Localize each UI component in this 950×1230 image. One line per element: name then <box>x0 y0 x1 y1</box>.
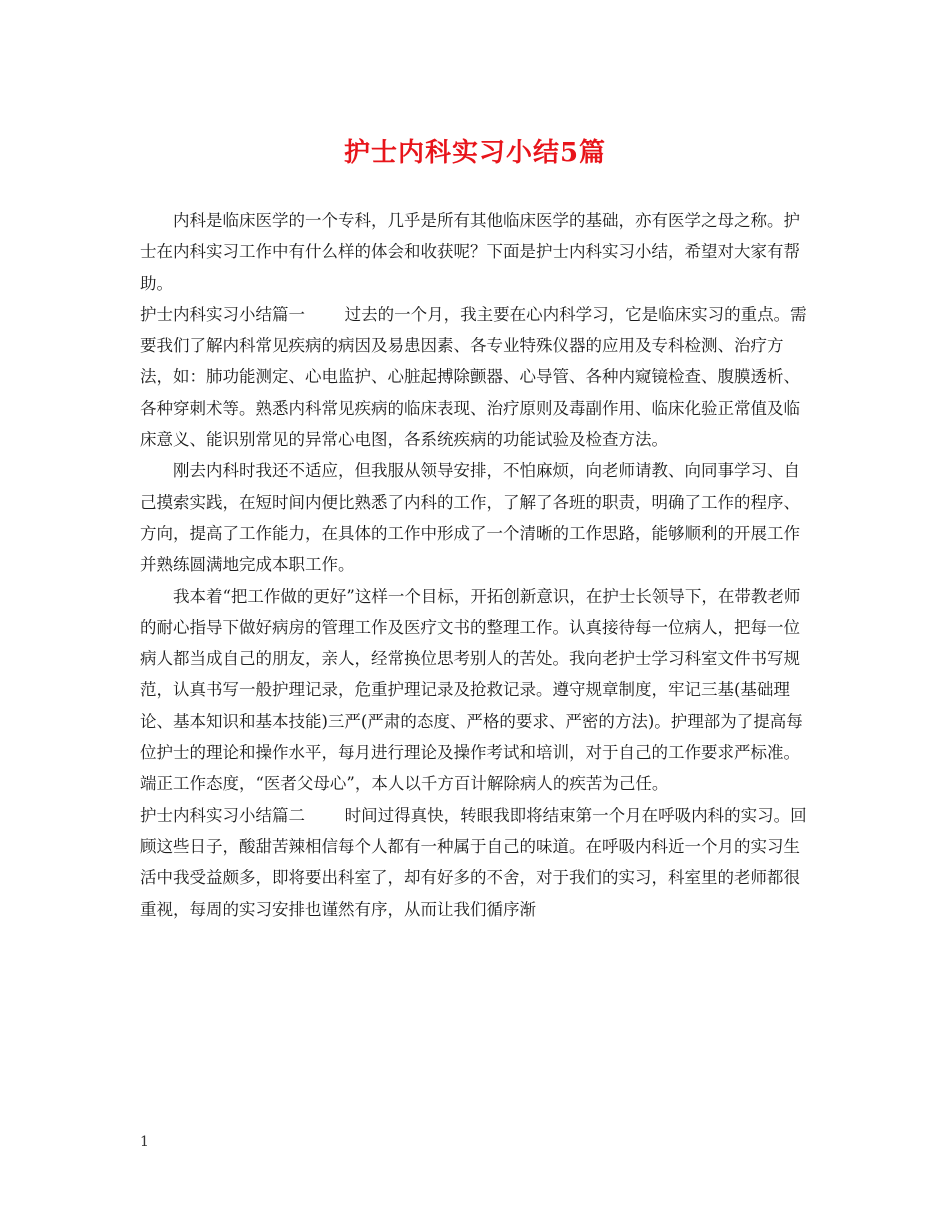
paragraph-2: 刚去内科时我还不适应，但我服从领导安排，不怕麻烦，向老师请教、向同事学习、自己摸索实践，在短时间内便比熟悉了内科的工作，了解了各班的职责，明确了工作的程序、方向，提高了工作能力，在具体的工作中形成了一个清晰的工作思路，能够顺利的开展工作并熟练圆满地完成本职工作。 <box>140 461 800 575</box>
intro-paragraph: 内科是临床医学的一个专科，几乎是所有其他临床医学的基础，亦有医学之母之称。护士在内科实习工作中有什么样的体会和收获呢？下面是护士内科实习小结，希望对大家有帮助。 <box>140 211 800 293</box>
section-1-text: 过去的一个月，我主要在心内科学习，它是临床实习的重点。需要我们了解内科常见疾病的病因及易患因素、各专业特殊仪器的应用及专科检测、治疗方法，如：肺功能测定、心电监护、心脏起搏除颤器、心导管、各种内窥镜检查、腹膜透析、各种穿刺术等。熟悉内科常见疾病的临床表现、治疗原则及毒副作用、临床化验正常值及临床意义、能识别常见的异常心电图，各系统疾病的功能试验及检查方法。 <box>140 304 807 450</box>
document-body <box>140 205 812 925</box>
page-number: 1 <box>140 1134 149 1150</box>
section-1-heading: 护士内科实习小结篇一 <box>140 304 305 324</box>
section-2-heading: 护士内科实习小结篇二 <box>140 805 305 825</box>
section-2-paragraph <box>140 800 812 925</box>
section-1-paragraph <box>140 299 812 455</box>
document-title: 护士内科实习小结5篇 <box>343 138 607 168</box>
paragraph-3: 我本着“把工作做的更好”这样一个目标，开拓创新意识，在护士长领导下，在带教老师的耐心指导下做好病房的管理工作及医疗文书的整理工作。认真接待每一位病人，把每一位病人都当成自己的朋友，亲人，经常换位思考别人的苦处。我向老护士学习科室文件书写规范，认真书写一般护理记录，危重护理记录及抢救记录。遵守规章制度，牢记三基(基础理论、基本知识和基本技能)三严(严肃的态度、严格的要求、严密的方法)。护理部为了提高每位护士的理论和操作水平，每月进行理论及操作考试和培训，对于自己的工作要求严标准。端正工作态度，“医者父母心”，本人以千方百计解除病人的疾苦为己任。 <box>140 586 803 794</box>
section-2-text: 时间过得真快，转眼我即将结束第一个月在呼吸内科的实习。回顾这些日子，酸甜苦辣相信每个人都有一种属于自己的味道。在呼吸内科近一个月的实习生活中我受益颇多，即将要出科室了，却有好多的不舍，对于我们的实习，科室里的老师都很重视，每周的实习安排也谨然有序，从而让我们循序渐 <box>140 805 807 919</box>
